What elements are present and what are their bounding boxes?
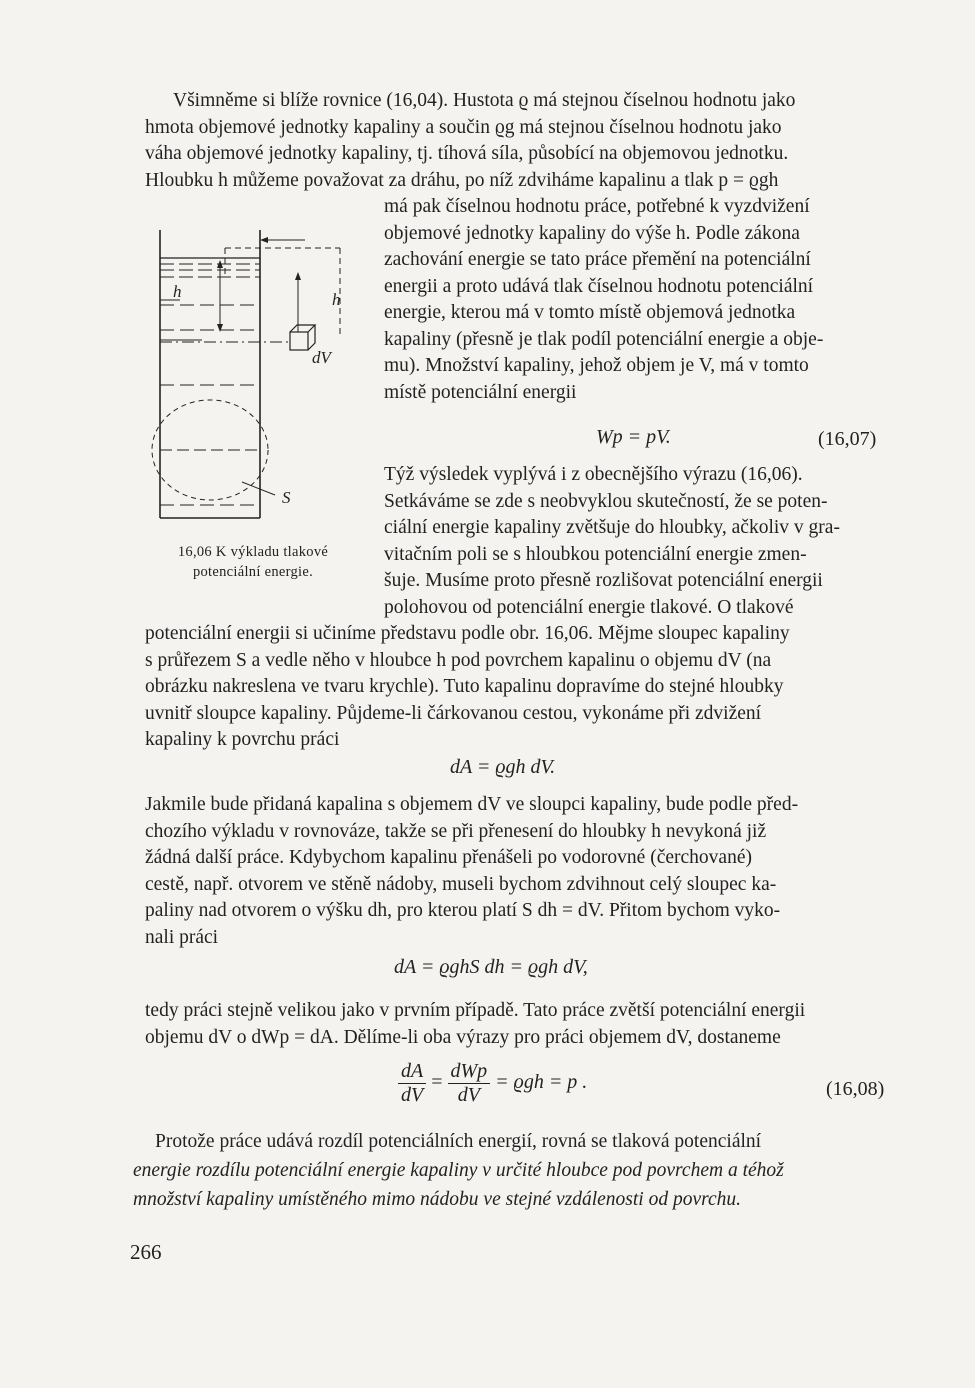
wrapped-text-upper (384, 194, 896, 406)
text-line: energie rozdílu potenciální energie kapaliny v určité hloubce pod povrchem a téhož (133, 1160, 784, 1181)
text-line: žádná další práce. Kdybychom kapalinu přenášeli po vodorovné (čerchované) (145, 847, 752, 868)
text-line: polohovou od potenciální energie tlakové. O tlakové (384, 596, 794, 618)
figure-16-06 (150, 220, 370, 530)
text-line: objemu dV o dWp = dA. Dělíme-li oba výrazy pro práci objemem dV, dostaneme (145, 1026, 781, 1048)
text-line: energie, kterou má v tomto místě objemová jednotka (384, 302, 796, 323)
text-line: cestě, např. otvorem ve stěně nádoby, museli bychom zdvihnout celý sloupec ka- (145, 873, 777, 895)
equation-number: (16,07) (818, 428, 877, 450)
equation-dA-2: dA = ϱghS dh = ϱgh dV, (394, 956, 588, 978)
paragraph-3 (145, 792, 897, 951)
text-line: kapaliny k povrchu práci (145, 729, 340, 750)
label-h-right: h (332, 290, 341, 309)
paragraph-1 (145, 88, 897, 194)
text-line: Protože práce udává rozdíl potenciálních energií, rovná se tlaková potenciální (155, 1131, 762, 1152)
fraction-numerator: dA (398, 1060, 426, 1084)
text-line: místě potenciální energii (384, 381, 577, 403)
caption-line: potenciální energie. (192, 564, 314, 580)
equation-16-07: Wp = pV. (596, 426, 671, 448)
fraction-denominator: dV (401, 1084, 424, 1106)
text-line: zachování energie se tato práce přemění na potenciální (384, 249, 811, 270)
text-line: má pak číselnou hodnotu práce, potřebné k vyzdvižení (384, 196, 810, 217)
text-line: množství kapaliny umístěného mimo nádobu ve stejné vzdálenosti od povrchu. (133, 1189, 742, 1210)
paragraph-2 (145, 621, 897, 754)
text-line: s průřezem S a vedle něho v hloubce h pod povrchem kapalinu o objemu dV (na (145, 649, 772, 671)
equation-16-08: $\frac{dA}{dV}$ = $\frac{\text{dWp}}{dV}$ = ϱgh = p . (398, 1060, 587, 1107)
equation-number: (16,08) (826, 1078, 885, 1100)
fraction-denominator: dV (457, 1084, 480, 1106)
label-h-left: h (173, 282, 182, 301)
text-line: hmota objemové jednotky kapaliny a součin ϱg má stejnou číselnou hodnotu jako (145, 116, 782, 138)
fraction-dA-dV (398, 1060, 426, 1107)
text-line: kapaliny (přesně je tlak podíl potenciální energie a obje- (384, 328, 824, 350)
figure-caption (138, 542, 368, 582)
equation-rest: = ϱgh = p . (495, 1071, 588, 1094)
text-line: Jakmile bude přidaná kapalina s objemem dV ve sloupci kapaliny, bude podle před- (145, 794, 799, 815)
text-line: vitačním poli se s hloubkou potenciální energie zmen- (384, 543, 807, 565)
text-line: váha objemové jednotky kapaliny, tj. tíhová síla, působící na objemovou jednotku. (145, 143, 789, 164)
paragraph-4 (145, 998, 897, 1051)
text-line: Setkáváme se zde s neobvyklou skutečností, že se poten- (384, 490, 828, 512)
text-line: mu). Množství kapaliny, jehož objem je V, má v tomto (384, 355, 809, 376)
caption-line: 16,06 K výkladu tlakové (177, 544, 329, 560)
text-line: paliny nad otvorem o výšku dh, pro kterou platí S dh = dV. Přitom bychom vyko- (145, 900, 781, 921)
text-line: Všimněme si blíže rovnice (16,04). Hustota ϱ má stejnou číselnou hodnotu jako (173, 90, 796, 111)
label-S: S (282, 488, 291, 507)
text-line: obrázku nakreslena ve tvaru krychle). Tuto kapalinu dopravíme do stejné hloubky (145, 676, 784, 697)
paragraph-5 (133, 1127, 893, 1214)
text-line: Týž výsledek vyplývá i z obecnějšího výrazu (16,06). (384, 464, 803, 485)
text-line: uvnitř sloupce kapaliny. Půjdeme-li čárkovanou cestou, vykonáme při zdvižení (145, 702, 762, 724)
text-line: chozího výkladu v rovnováze, takže se při přenesení do hloubky h nevykoná již (145, 820, 767, 842)
text-line: tedy práci stejně velikou jako v prvním případě. Tato práce zvětší potenciální energii (145, 1000, 806, 1021)
equation-dA-1: dA = ϱgh dV. (450, 756, 556, 778)
label-dV: dV (312, 348, 331, 367)
fraction-dWp-dV (448, 1060, 491, 1107)
fraction-numerator: dWp (448, 1060, 491, 1084)
text-line: Hloubku h můžeme považovat za dráhu, po níž zdviháme kapalinu a tlak p = ϱgh (145, 169, 779, 191)
text-line: objemové jednotky kapaliny do výše h. Podle zákona (384, 222, 800, 244)
vessel-diagram (150, 220, 370, 530)
wrapped-text-lower (384, 462, 896, 621)
page-number: 266 (130, 1240, 162, 1264)
text-line: ciální energie kapaliny zvětšuje do hloubky, ačkoliv v gra- (384, 517, 840, 538)
text-line: šuje. Musíme proto přesně rozlišovat potenciální energii (384, 570, 823, 591)
text-line: nali práci (145, 926, 219, 948)
text-line: energii a proto udává tlak číselnou hodnotu potenciální (384, 275, 814, 297)
text-line: potenciální energii si učiníme představu podle obr. 16,06. Mějme sloupec kapaliny (145, 623, 790, 644)
